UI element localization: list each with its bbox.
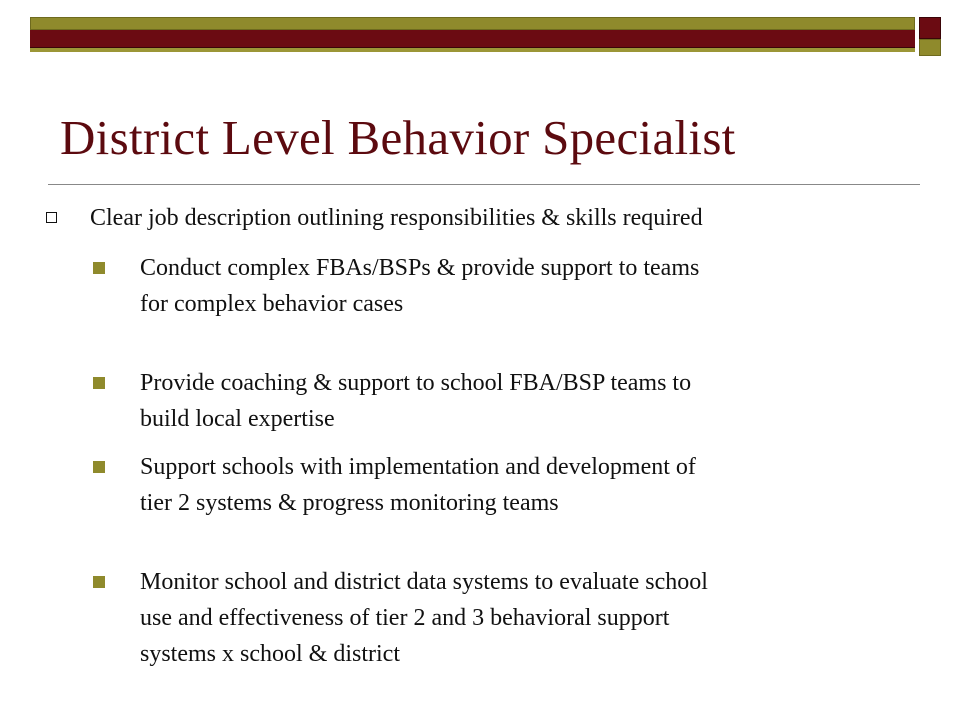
main-bullet-text: Clear job description outlining responsibilities & skills required xyxy=(90,205,703,231)
filled-square-bullet-icon xyxy=(93,377,105,389)
header-decoration xyxy=(0,0,960,60)
sub-bullet-line: Monitor school and district data systems to evaluate school xyxy=(140,569,708,595)
sub-bullet-line: for complex behavior cases xyxy=(140,291,404,317)
filled-square-bullet-icon xyxy=(93,461,105,473)
sub-bullet-line: build local expertise xyxy=(140,406,335,432)
hollow-square-bullet-icon xyxy=(46,212,57,223)
sub-bullet-line: tier 2 systems & progress monitoring teams xyxy=(140,490,559,516)
sub-bullet-line: Support schools with implementation and development of xyxy=(140,454,696,480)
header-olive-underline xyxy=(30,48,915,52)
slide-title: District Level Behavior Specialist xyxy=(60,110,736,165)
sub-bullet-line: use and effectiveness of tier 2 and 3 behavioral support xyxy=(140,605,670,631)
filled-square-bullet-icon xyxy=(93,576,105,588)
sub-bullet-line: Conduct complex FBAs/BSPs & provide support to teams xyxy=(140,255,700,281)
corner-olive-square xyxy=(919,39,941,56)
header-olive-stripe xyxy=(30,17,915,30)
corner-maroon-square xyxy=(919,17,941,39)
header-maroon-stripe xyxy=(30,30,915,48)
sub-bullet-line: Provide coaching & support to school FBA/BSP teams to xyxy=(140,370,692,396)
sub-bullet-line: systems x school & district xyxy=(140,641,400,667)
filled-square-bullet-icon xyxy=(93,262,105,274)
title-divider xyxy=(48,184,920,185)
